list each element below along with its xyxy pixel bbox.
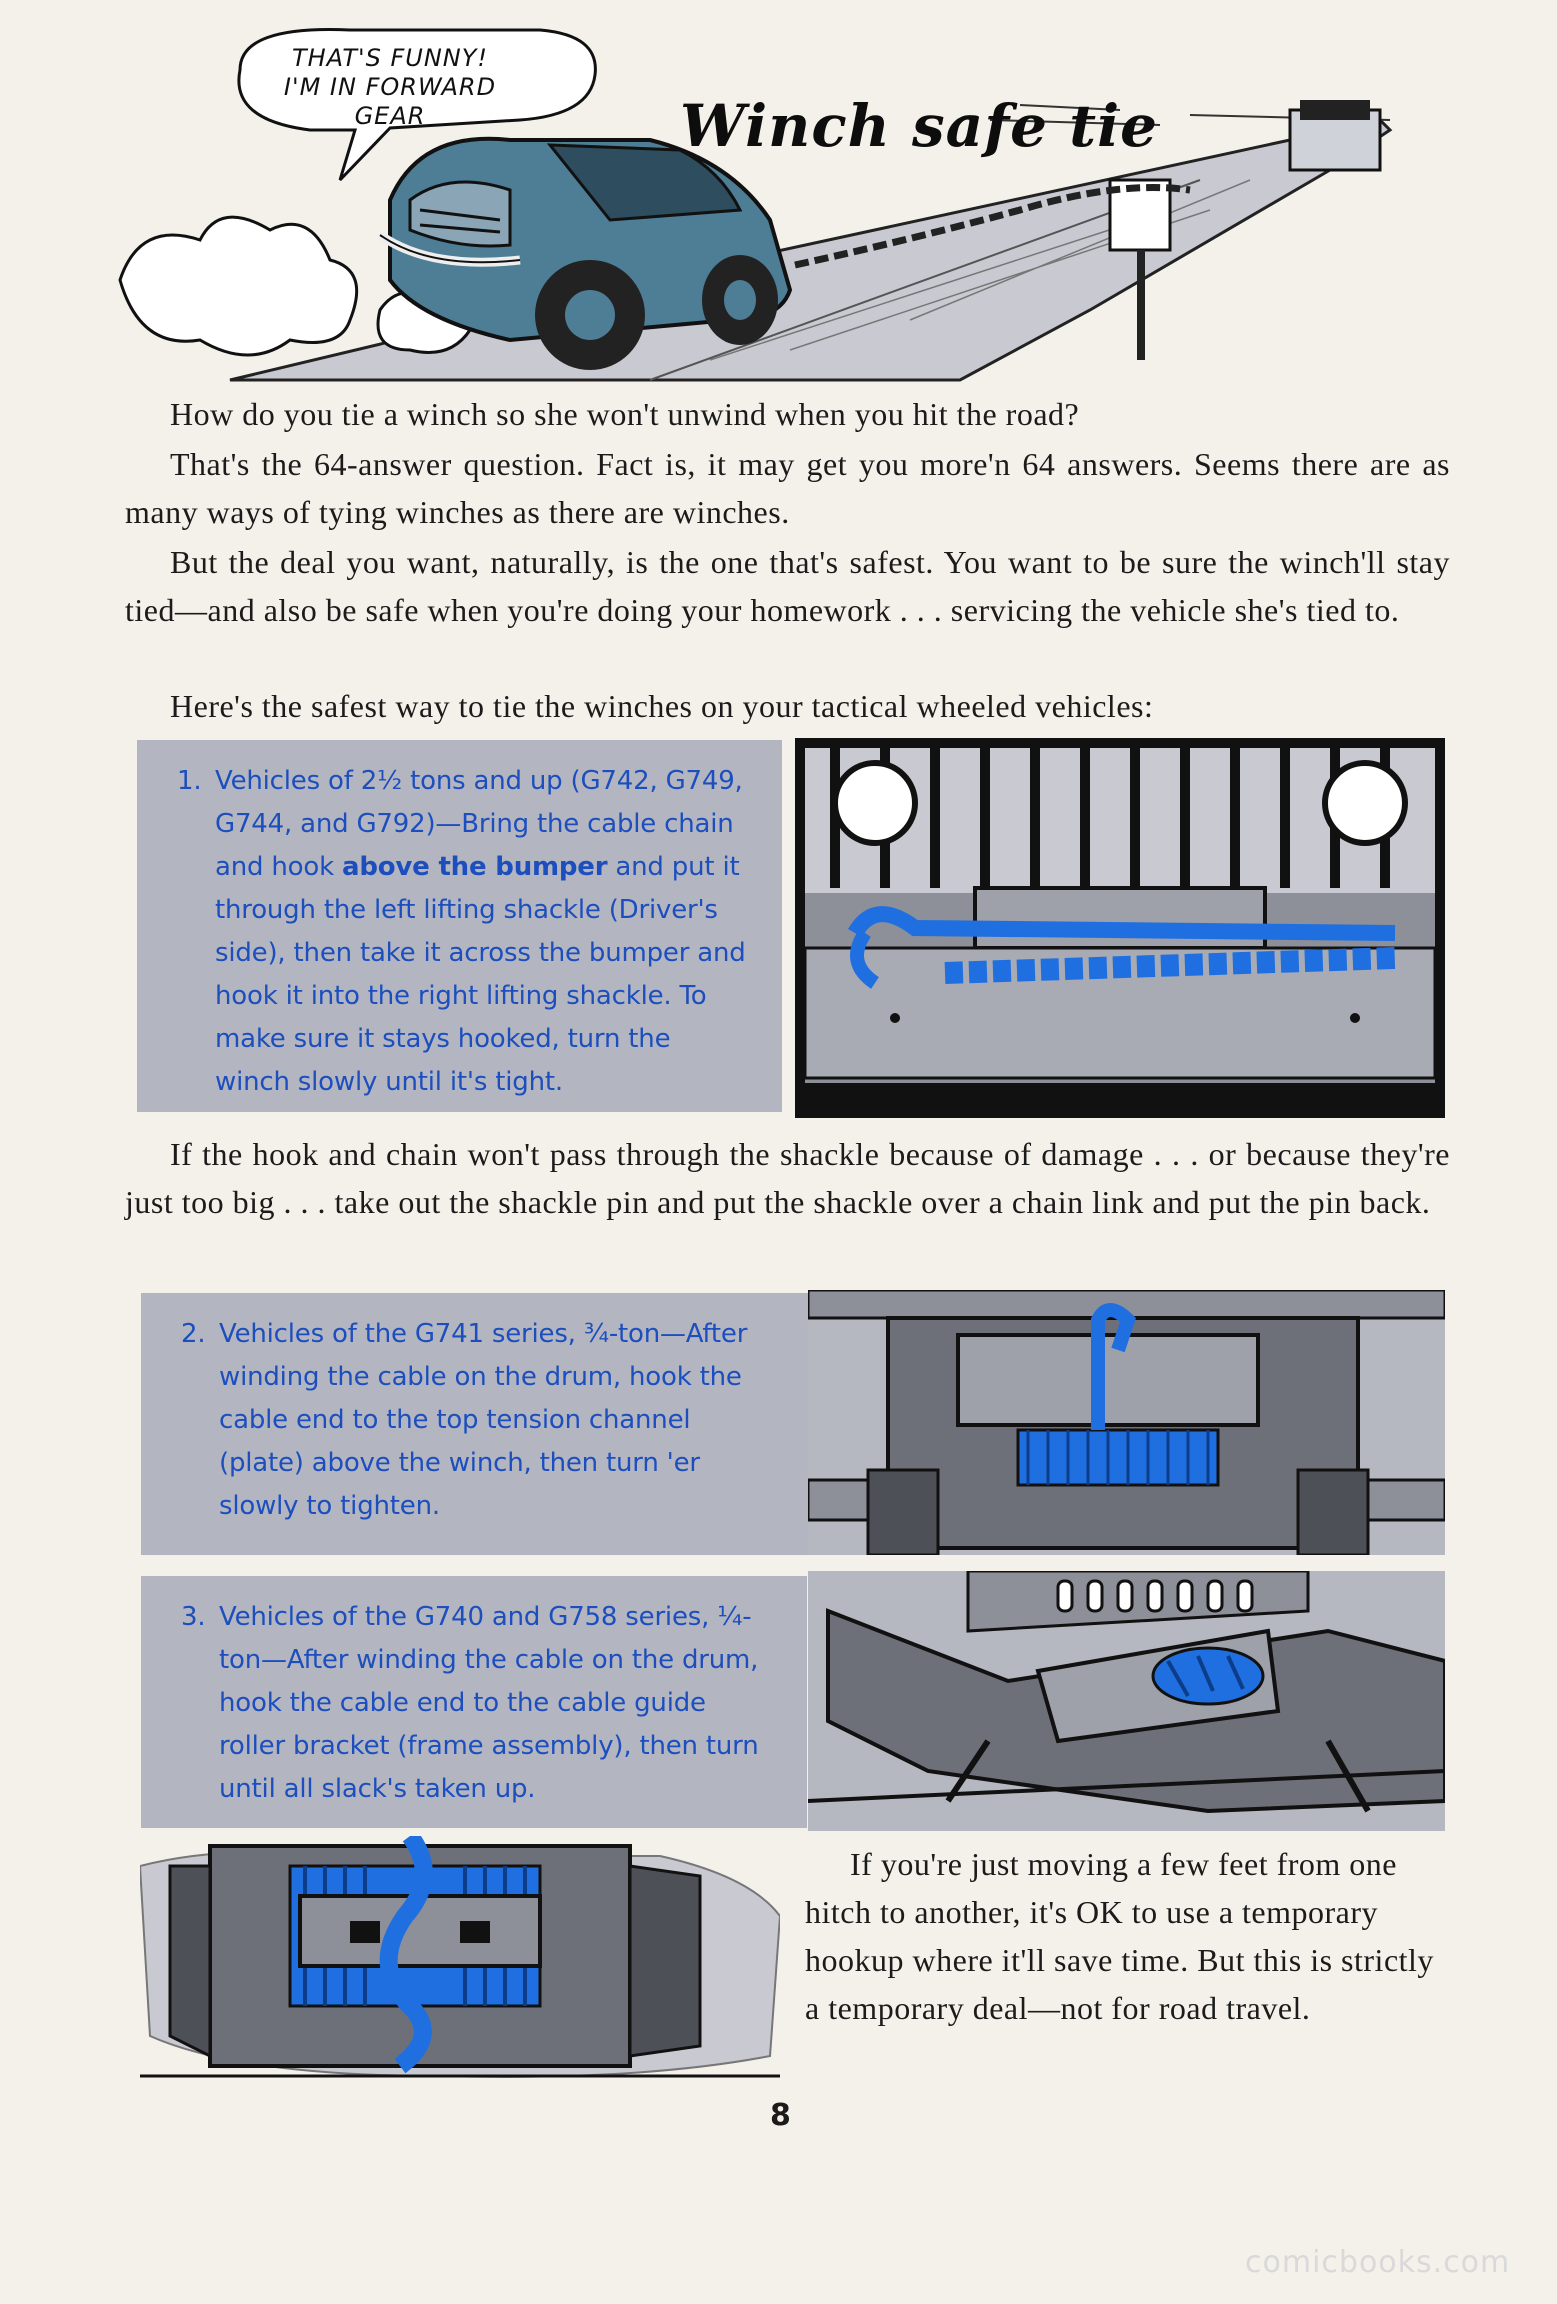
step-2-box	[141, 1293, 813, 1555]
step-3-winch-illustration	[808, 1571, 1445, 1831]
intro-paragraph-4	[125, 682, 1450, 730]
page-number: 8	[770, 2098, 791, 2133]
step-1-emphasis: above the bumper	[342, 852, 608, 882]
closing-paragraph	[805, 1840, 1445, 2032]
intro-paragraph-3	[125, 538, 1450, 634]
page-title: Winch safe tie	[680, 92, 1158, 160]
header-illustration	[90, 20, 1460, 390]
step-1-box	[137, 740, 782, 1112]
step-1-text	[215, 760, 752, 1104]
intro-paragraph-1	[125, 390, 1450, 438]
watermark: comicbooks.com	[1245, 2245, 1511, 2280]
step-2-winch-illustration	[808, 1290, 1445, 1555]
step-1-text-b: and put it through the left lifting shackle (Driver's side), then take it across the bumper and hook it into the right lifting shackle. To make sure it stays hooked, turn the winch slowly until it's tight.	[215, 852, 746, 1097]
step-1-bumper-illustration	[795, 738, 1445, 1118]
step-1-text-a: Vehicles of 2½ tons and up (G742, G749, G744, and G792)—Bring the cable chain and hook	[215, 766, 743, 882]
step-3-number: 3.	[181, 1602, 206, 1632]
middle-text: If the hook and chain won't pass through the shackle because of damage . . . or because they're just too big . . . take out the shackle pin and put the shackle over a chain link and put the pin back.	[125, 1136, 1450, 1220]
speech-bubble	[210, 30, 570, 145]
intro-paragraph-2	[125, 440, 1450, 536]
step-1-number: 1.	[177, 766, 202, 796]
middle-paragraph	[125, 1130, 1450, 1226]
intro-text-3: But the deal you want, naturally, is the one that's safest. You want to be sure the winch'll stay tied—and also be safe when you're doing your homework . . . servicing the vehicle she's tied to.	[125, 544, 1450, 628]
step-2-number: 2.	[181, 1319, 206, 1349]
bubble-line-3: GEAR	[354, 102, 426, 130]
bubble-line-2: I'M IN FORWARD	[283, 73, 497, 101]
intro-text-4: Here's the safest way to tie the winches on your tactical wheeled vehicles:	[170, 688, 1154, 724]
intro-text-2: That's the 64-answer question. Fact is, it may get you more'n 64 answers. Seems there are as many ways of tying winches as there are winches.	[125, 446, 1450, 530]
closing-text: If you're just moving a few feet from one hitch to another, it's OK to use a temporary hookup where it'll save time. But this is strictly a temporary deal—not for road travel.	[805, 1846, 1434, 2026]
step-2-text: Vehicles of the G741 series, ¾-ton—After winding the cable on the drum, hook the cable end to the top tension channel (plate) above the winch, then turn 'er slowly to tighten.	[219, 1319, 748, 1521]
step-3-text: Vehicles of the G740 and G758 series, ¼-ton—After winding the cable on the drum, hook the cable end to the cable guide roller bracket (frame assembly), then turn until all slack's taken up.	[219, 1602, 759, 1804]
step-3-box	[141, 1576, 807, 1828]
bubble-line-1: THAT'S FUNNY!	[291, 44, 489, 72]
temporary-hookup-illustration	[140, 1836, 780, 2086]
intro-text-1: How do you tie a winch so she won't unwind when you hit the road?	[170, 396, 1080, 432]
